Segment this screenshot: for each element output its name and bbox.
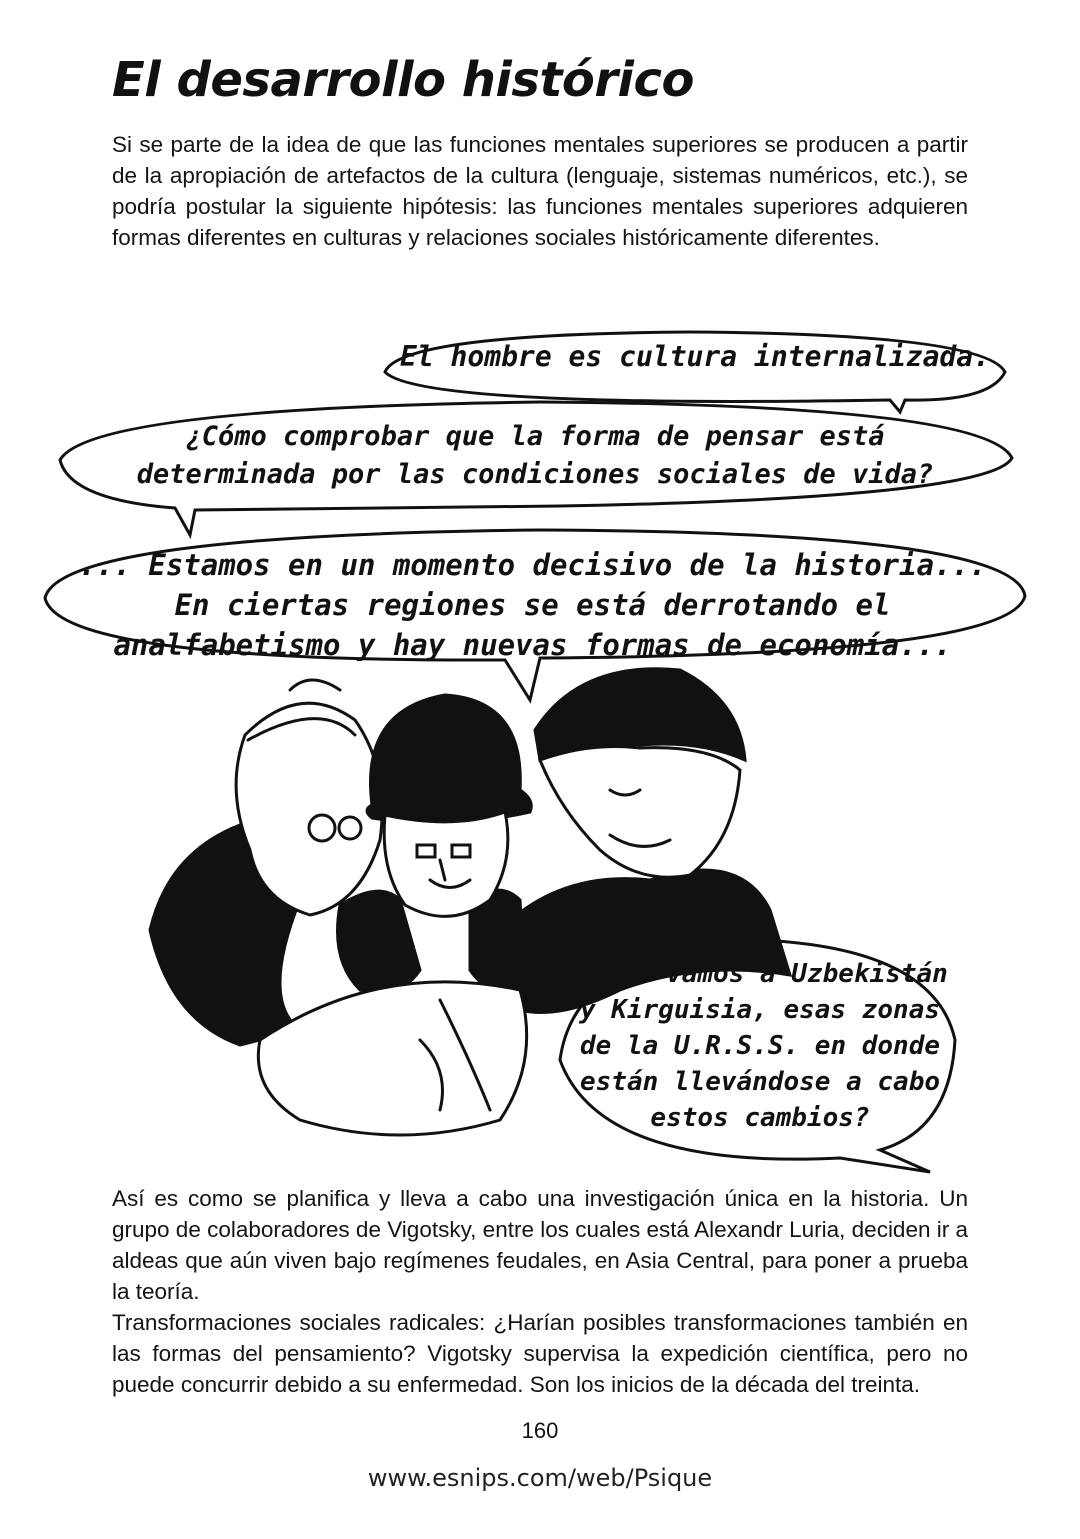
intro-paragraph: Si se parte de la idea de que las funciones mentales superiores se producen a partir de la apropiación de artefactos de la cultura (lenguaje, sistemas numéricos, etc.), se podría postular la siguiente hipótesis: las funciones mentales superiores adquieren formas diferentes en culturas y relaciones sociales históricamente diferentes. — [112, 132, 968, 250]
speech-bubble-2-text: ¿Cómo comprobar que la forma de pensar está determinada por las condiciones sociales de vida? — [136, 421, 934, 490]
closing-paragraphs — [112, 1183, 968, 1400]
speech-bubble-4-text: ¿Y si vamos a Uzbekistán y Kirguisia, esas zonas de la U.R.S.S. en donde están llevándose a cabo estos cambios? — [572, 959, 948, 1133]
page-number: 160 — [521, 1418, 559, 1443]
speech-bubble-3-text: ... Estamos en un momento decisivo de la historia... En ciertas regiones se está derrotando el analfabetismo y hay nuevas formas de economía... — [78, 548, 987, 662]
bowler-hat-icon — [367, 695, 531, 823]
speech-bubble-1-text: El hombre es cultura internalizada. — [399, 340, 990, 373]
closing-paragraph-1: Así es como se planifica y lleva a cabo una investigación única en la historia. Un grupo de colaboradores de Vigotsky, entre los cuales está Alexandr Luria, deciden ir a aldeas que aún viven bajo regímenes feudales, en Asia Central, para poner a prueba la teoría. — [112, 1186, 968, 1304]
footer-url: www.esnips.com/web/Psique — [367, 1464, 713, 1492]
page-title: El desarrollo histórico — [112, 52, 694, 108]
closing-paragraph-2: Transformaciones sociales radicales: ¿Harían posibles transformaciones también en las formas del pensamiento? Vigotsky supervisa la expedición científica, pero no puede concurrir debido a su enfermedad. Son los inicios de la década del treinta. — [112, 1310, 968, 1397]
